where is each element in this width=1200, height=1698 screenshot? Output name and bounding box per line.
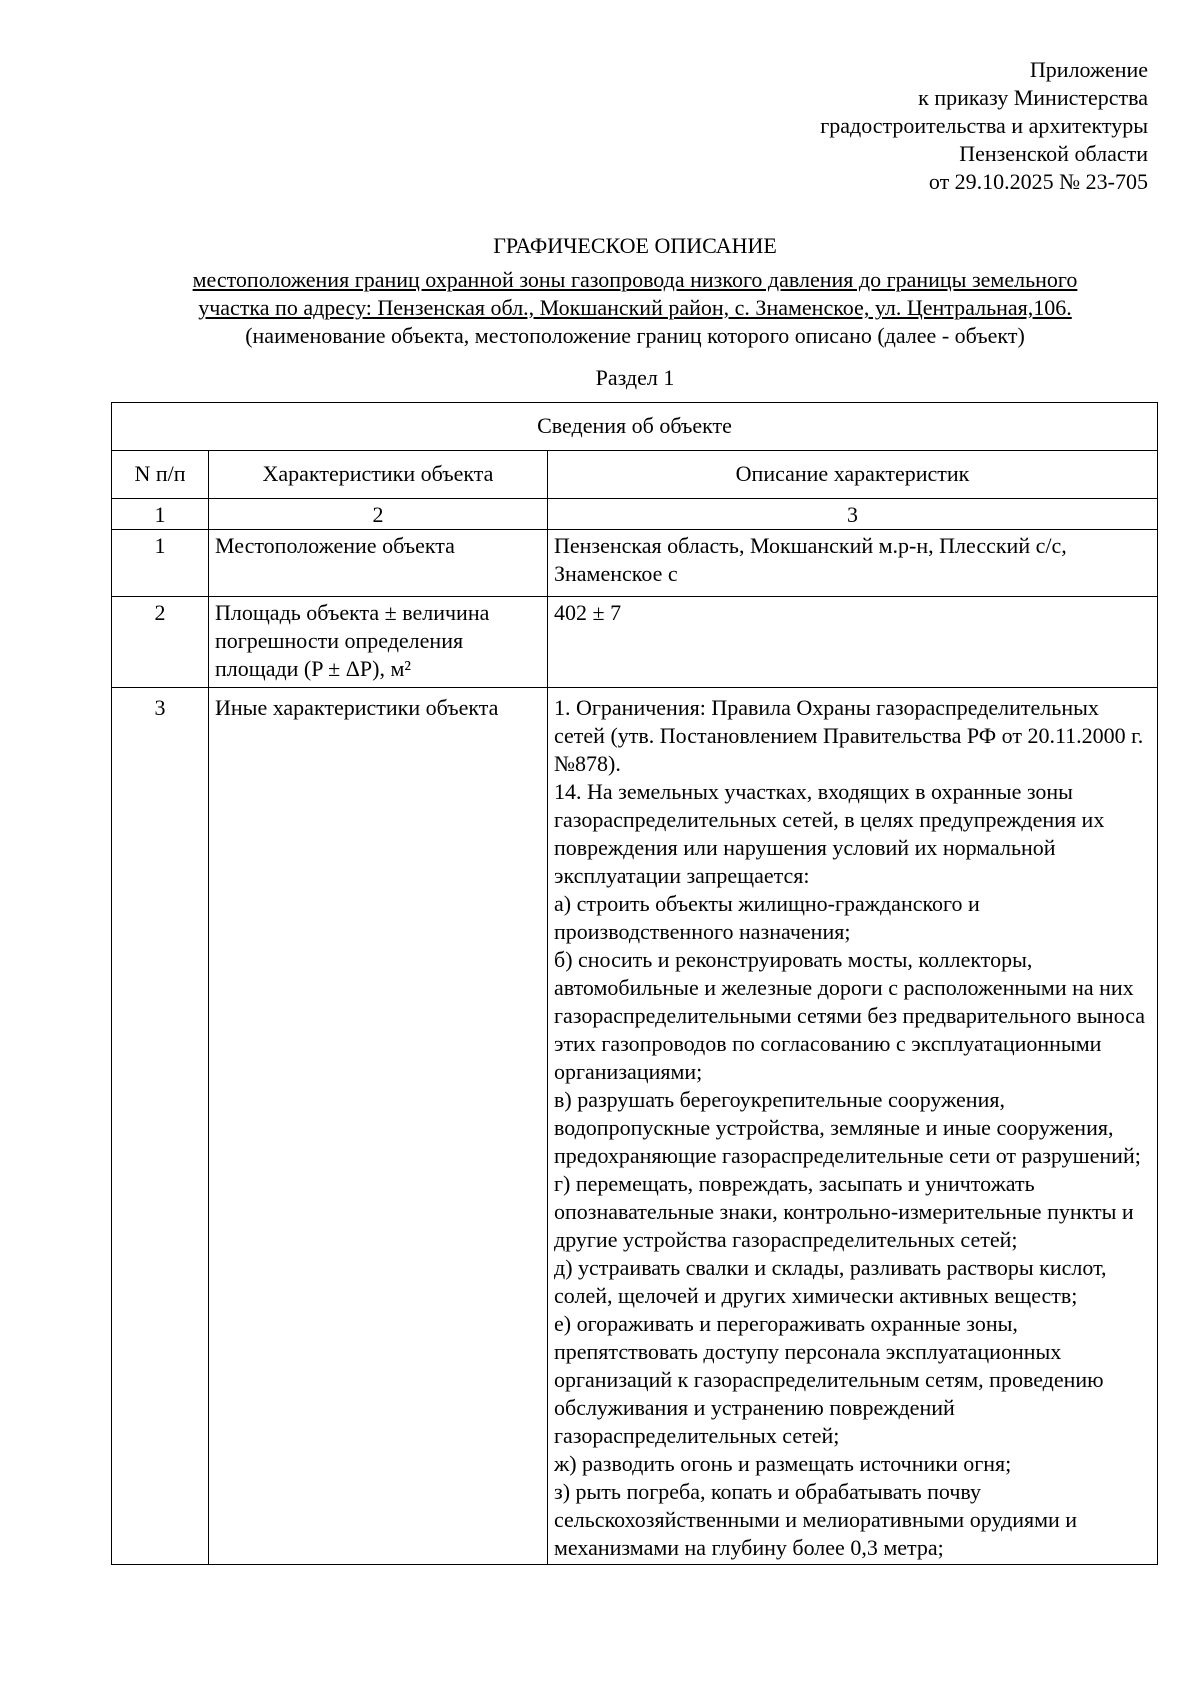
- description-paragraph: в) разрушать берегоукрепительные сооружения, водопропускные устройства, земляные и иные сооружения, предохраняющие газораспределительные сети от разрушений;: [554, 1087, 1141, 1168]
- table-row: [112, 530, 1158, 597]
- row-description: [548, 530, 1158, 597]
- table-caption-row: [112, 403, 1158, 451]
- document-note: (наименование объекта, местоположение границ которого описано (далее - объект): [245, 323, 1025, 348]
- description-paragraph: е) огораживать и перегораживать охранные зоны, препятствовать доступу персонала эксплуатационных организаций к газораспределительным сетям, проведению обслуживания и устранению повреждений газораспределительных сетей;: [554, 1311, 1104, 1448]
- table-caption: Сведения об объекте: [112, 403, 1158, 451]
- object-info-table: [111, 402, 1158, 1565]
- approval-line: к приказу Министерства: [918, 85, 1148, 110]
- subtitle-line: участка по адресу: Пензенская обл., Мокшанский район, с. Знаменское, ул. Центральная,106.: [198, 295, 1072, 320]
- row-characteristic: Местоположение объекта: [209, 530, 548, 597]
- column-number: 3: [548, 499, 1158, 530]
- row-description: [548, 688, 1158, 1565]
- column-number: 1: [112, 499, 209, 530]
- column-number: 2: [209, 499, 548, 530]
- row-characteristic: [209, 597, 548, 688]
- approval-line: градостроительства и архитектуры: [820, 113, 1148, 138]
- row-characteristic: Иные характеристики объекта: [209, 688, 548, 1565]
- description-paragraph: г) перемещать, повреждать, засыпать и уничтожать опознавательные знаки, контрольно-измерительные пункты и другие устройства газораспределительных сетей;: [554, 1171, 1134, 1252]
- section-label: Раздел 1: [595, 365, 675, 390]
- table-row: [112, 688, 1158, 1565]
- header-number: N п/п: [112, 451, 209, 499]
- row-number: 3: [112, 688, 209, 1565]
- row-number: 2: [112, 597, 209, 688]
- document-subtitle: [110, 266, 1160, 322]
- subtitle-line: местоположения границ охранной зоны газопровода низкого давления до границы земельного: [192, 267, 1078, 292]
- row-number: 1: [112, 530, 209, 597]
- column-number-row: [112, 499, 1158, 530]
- approval-line: от 29.10.2025 № 23-705: [928, 169, 1148, 194]
- header-description: Описание характеристик: [548, 451, 1158, 499]
- description-paragraph: б) сносить и реконструировать мосты, коллекторы, автомобильные и железные дороги с расположенными на них газораспределительными сетями без предварительного выноса этих газопроводов по согласованию с эксплуатационными организациями;: [554, 947, 1146, 1084]
- approval-block: [820, 56, 1148, 196]
- description-paragraph: 1. Ограничения: Правила Охраны газораспределительных сетей (утв. Постановлением Правительства РФ от 20.11.2000 г. №878).: [554, 695, 1144, 776]
- table-header-row: [112, 451, 1158, 499]
- description-paragraph: Пензенская область, Мокшанский м.р-н, Плесский с/с, Знаменское с: [554, 533, 1067, 586]
- description-paragraph: 14. На земельных участках, входящих в охранные зоны газораспределительных сетей, в целях предупреждения их повреждения или нарушения условий их нормальной эксплуатации запрещается:: [554, 779, 1105, 888]
- table-row: [112, 597, 1158, 688]
- row-description: 402 ± 7: [548, 597, 1158, 688]
- approval-line: Приложение: [1029, 57, 1148, 82]
- characteristic-text: Площадь объекта ± величина погрешности определения площади (P ± ΔP), м²: [215, 600, 490, 681]
- approval-line: Пензенской области: [959, 141, 1148, 166]
- header-characteristic: Характеристики объекта: [209, 451, 548, 499]
- description-paragraph: а) строить объекты жилищно-гражданского и производственного назначения;: [554, 891, 980, 944]
- description-paragraph: з) рыть погреба, копать и обрабатывать почву сельскохозяйственными и мелиоративными орудиями и механизмами на глубину более 0,3 метра;: [554, 1479, 1078, 1560]
- description-paragraph: ж) разводить огонь и размещать источники огня;: [554, 1451, 1012, 1476]
- description-paragraph: д) устраивать свалки и склады, разливать растворы кислот, солей, щелочей и других химически активных веществ;: [554, 1255, 1107, 1308]
- document-title: ГРАФИЧЕСКОЕ ОПИСАНИЕ: [493, 233, 777, 258]
